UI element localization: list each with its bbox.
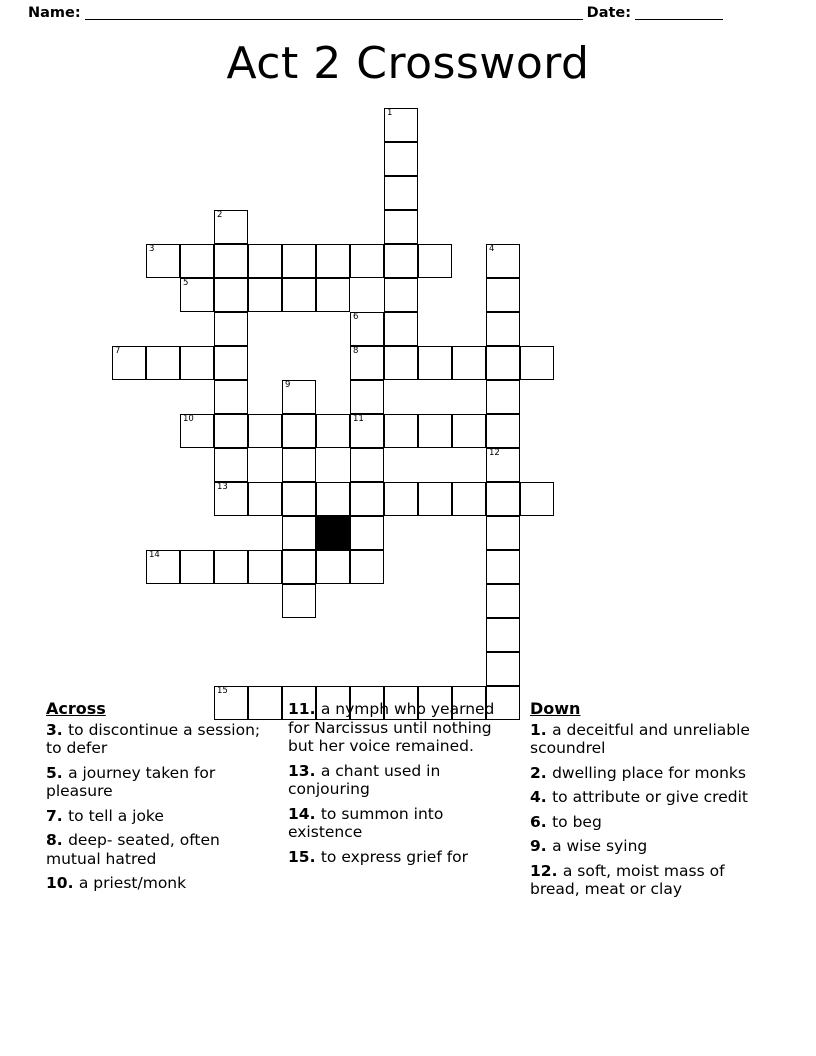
grid-cell-number: 5 [183, 278, 189, 288]
grid-cell[interactable] [452, 346, 486, 380]
grid-cell[interactable] [418, 414, 452, 448]
grid-cell-number: 7 [115, 346, 121, 356]
clue-number: 6. [530, 812, 553, 831]
across-clues-column-2 [288, 700, 516, 872]
grid-cell[interactable] [214, 346, 248, 380]
grid-cell[interactable] [316, 278, 350, 312]
clue-number: 7. [46, 806, 69, 825]
crossword-grid[interactable] [0, 104, 816, 694]
grid-cell[interactable] [486, 652, 520, 686]
down-heading: Down [530, 699, 581, 718]
grid-cell[interactable] [384, 414, 418, 448]
grid-cell[interactable] [350, 414, 384, 448]
grid-cell[interactable] [486, 618, 520, 652]
grid-cell[interactable] [180, 550, 214, 584]
grid-cell[interactable] [214, 550, 248, 584]
grid-cell[interactable] [350, 448, 384, 482]
clue-text: to attribute or give credit [552, 788, 748, 806]
grid-cell[interactable] [214, 482, 248, 516]
grid-cell[interactable] [282, 448, 316, 482]
clue-number: 9. [530, 837, 553, 855]
grid-cell[interactable] [418, 244, 452, 278]
grid-cell-number: 12 [489, 448, 500, 458]
clue-number: 14. [288, 804, 321, 823]
clue-text: dwelling place for monks [552, 763, 746, 782]
grid-cell[interactable] [452, 414, 486, 448]
grid-cell[interactable] [418, 482, 452, 516]
grid-cell[interactable] [214, 210, 248, 244]
clue-text: a deceitful and unreliable scoundrel [530, 720, 750, 757]
grid-cell[interactable] [350, 244, 384, 278]
grid-cell[interactable] [520, 482, 554, 516]
clue-number: 8. [46, 831, 69, 849]
grid-cell[interactable] [316, 550, 350, 584]
clue-item [530, 813, 758, 832]
clue-number: 1. [530, 720, 553, 739]
grid-cell[interactable] [282, 550, 316, 584]
grid-cell[interactable] [486, 482, 520, 516]
grid-cell-number: 10 [183, 414, 194, 424]
grid-cell[interactable] [282, 584, 316, 618]
grid-cell[interactable] [180, 414, 214, 448]
clue-number: 2. [530, 763, 553, 782]
grid-cell[interactable] [486, 312, 520, 346]
clue-number: 11. [288, 700, 321, 718]
grid-cell[interactable] [486, 414, 520, 448]
grid-cell[interactable] [384, 142, 418, 176]
grid-cell[interactable] [520, 346, 554, 380]
grid-cell[interactable] [214, 448, 248, 482]
grid-cell-number: 15 [217, 686, 228, 696]
clue-item [46, 764, 274, 801]
grid-cell[interactable] [146, 346, 180, 380]
date-label: Date: [586, 5, 632, 21]
grid-cell[interactable] [486, 244, 520, 278]
clue-text: a journey taken for pleasure [46, 763, 216, 800]
page-title: Act 2 Crossword [226, 38, 590, 89]
grid-cell[interactable] [214, 278, 248, 312]
grid-cell[interactable] [486, 278, 520, 312]
grid-cell[interactable] [112, 346, 146, 380]
clue-item [288, 848, 516, 867]
grid-cell[interactable] [384, 244, 418, 278]
clue-number: 5. [46, 763, 69, 782]
clue-item [530, 837, 758, 856]
clue-item [288, 700, 516, 756]
grid-cell[interactable] [282, 482, 316, 516]
grid-cell[interactable] [486, 346, 520, 380]
grid-cell[interactable] [214, 380, 248, 414]
grid-cell[interactable] [282, 278, 316, 312]
grid-cell[interactable] [350, 550, 384, 584]
grid-cell[interactable] [384, 108, 418, 142]
clues-section [0, 700, 816, 1000]
clue-text: a soft, moist mass of bread, meat or clay [530, 861, 725, 898]
date-blank-line[interactable] [635, 7, 723, 20]
across-clues-column-1 [46, 700, 274, 899]
grid-cell-number: 1 [387, 108, 393, 118]
clue-item [530, 788, 758, 807]
grid-cell-number: 6 [353, 312, 359, 322]
grid-cell[interactable] [282, 516, 316, 550]
clue-item [46, 831, 274, 868]
grid-cell[interactable] [384, 346, 418, 380]
grid-cell-number: 2 [217, 210, 223, 220]
grid-cell-number: 8 [353, 346, 359, 356]
grid-cell[interactable] [350, 312, 384, 346]
clue-item [530, 862, 758, 899]
grid-cell[interactable] [316, 244, 350, 278]
clue-text: deep- seated, often mutual hatred [46, 831, 220, 868]
grid-cell-number: 9 [285, 380, 291, 390]
clue-item [288, 805, 516, 842]
name-label: Name: [28, 5, 81, 21]
clue-number: 12. [530, 861, 563, 880]
grid-cell-number: 3 [149, 244, 155, 254]
clue-text: a wise sying [552, 837, 648, 855]
grid-cell[interactable] [248, 278, 282, 312]
clue-number: 4. [530, 788, 553, 806]
grid-cell[interactable] [248, 244, 282, 278]
grid-cell[interactable] [384, 312, 418, 346]
clue-item [46, 807, 274, 826]
grid-cell[interactable] [180, 244, 214, 278]
clue-item [530, 764, 758, 783]
clue-number: 10. [46, 874, 79, 892]
grid-cell[interactable] [282, 380, 316, 414]
name-date-bar [28, 0, 788, 26]
grid-cell[interactable] [316, 482, 350, 516]
clue-number: 3. [46, 720, 69, 739]
grid-cell[interactable] [146, 244, 180, 278]
grid-cell[interactable] [282, 414, 316, 448]
grid-block [316, 516, 350, 550]
grid-cell-number: 4 [489, 244, 495, 254]
grid-cell[interactable] [486, 584, 520, 618]
across-heading: Across [46, 699, 106, 718]
grid-cell-number: 14 [149, 550, 160, 560]
grid-cell-number: 13 [217, 482, 228, 492]
clue-text: a nymph who yearned for Narcissus until nothing but her voice remained. [288, 700, 495, 755]
grid-cell[interactable] [248, 414, 282, 448]
grid-cell[interactable] [180, 278, 214, 312]
grid-cell[interactable] [384, 482, 418, 516]
grid-cell[interactable] [486, 380, 520, 414]
grid-cell[interactable] [214, 244, 248, 278]
grid-cell[interactable] [486, 550, 520, 584]
grid-cell[interactable] [486, 516, 520, 550]
grid-cell[interactable] [214, 312, 248, 346]
grid-cell[interactable] [418, 346, 452, 380]
clue-item [530, 721, 758, 758]
clue-text: to express grief for [320, 847, 469, 866]
grid-cell[interactable] [350, 380, 384, 414]
grid-cell[interactable] [486, 448, 520, 482]
down-clues-column [530, 700, 758, 905]
grid-cell[interactable] [248, 482, 282, 516]
clue-number: 13. [288, 761, 321, 780]
clue-item [46, 874, 274, 893]
grid-cell[interactable] [452, 482, 486, 516]
grid-cell[interactable] [350, 482, 384, 516]
clue-text: a chant used in conjouring [288, 761, 441, 798]
grid-cell[interactable] [384, 210, 418, 244]
clue-item [288, 762, 516, 799]
name-blank-line[interactable] [85, 7, 583, 20]
grid-cell[interactable] [282, 244, 316, 278]
clue-text: a priest/monk [78, 874, 187, 892]
clue-item [46, 721, 274, 758]
grid-cell[interactable] [350, 346, 384, 380]
clue-number: 15. [288, 847, 321, 866]
grid-cell-number: 11 [353, 414, 364, 424]
grid-cell[interactable] [214, 414, 248, 448]
clue-text: to tell a joke [68, 806, 164, 825]
grid-cell[interactable] [384, 176, 418, 210]
clue-text: to discontinue a session; to defer [46, 720, 261, 757]
grid-cell[interactable] [180, 346, 214, 380]
grid-cell[interactable] [146, 550, 180, 584]
grid-cell[interactable] [384, 278, 418, 312]
grid-cell[interactable] [350, 516, 384, 550]
clue-text: to beg [552, 812, 602, 831]
grid-cell[interactable] [316, 414, 350, 448]
clue-text: to summon into existence [288, 804, 444, 841]
grid-cell[interactable] [248, 550, 282, 584]
